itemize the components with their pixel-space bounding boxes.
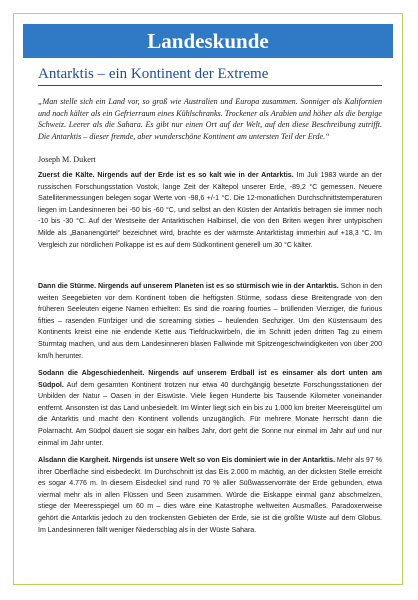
paragraph-lead: Dann die Stürme. Nirgends auf unserem Planeten ist es so stürmisch wie in der Antarktis.: [38, 283, 339, 290]
paragraph-lead: Alsdann die Kargheit. Nirgends ist unsere Welt so von Eis dominiert wie in der Antarktis.: [38, 457, 335, 464]
paragraph-lead: Zuerst die Kälte. Nirgends auf der Erde ist es so kalt wie in der Antarktis.: [38, 172, 294, 179]
paragraph-barrenness: [38, 455, 382, 536]
article-title: Antarktis – ein Kontinent der Extreme: [38, 66, 382, 86]
paragraph-text: Schon in den weiten Seegebieten vor dem Kontinent toben die heftigsten Stürme, sodass diese Breitengrade von den früheren Seeleuten eigene Namen erhielten: Es sind die roaring fourties – brüllenden Vierziger, die furious fifties – rasenden Fünfziger und die screaming sixties – heulenden Sechziger. Um den Küstensaum des Kontinents kreist eine nie endende Kette aus Tiefdruckwirbeln, die im Schnitt jeden dritten Tag zu einem Sturmtag machen, und aus dem Landesinneren blasen Fallwinde mit Spitzengeschwindigkeiten von über 200 km/h herunter.: [38, 283, 382, 360]
paragraph-lead: Sodann die Abgeschiedenheit. Nirgends auf unserem Erdball ist es einsamer als dort unten am Südpol.: [38, 370, 382, 389]
intro-quote: „Man stelle sich ein Land vor, so groß wie Australien und Europa zusammen. Sonniger als Kalifornien und noch kälter als ein Gefrierraum eines Kühlschranks. Trockener als Arabien und höher als die bergige Schweiz. Leerer als die Sahara. Es gibt nur einen Ort auf der Welt, auf den diese Beschreibung zutrifft. Die Antarktis – dieser fremde, aber wunderschöne Kontinent am untersten Teil der Erde.“: [38, 97, 382, 141]
quote-author: Joseph M. Dukert: [38, 155, 96, 164]
section-header: [23, 24, 393, 58]
paragraph-text: Mehr als 97 % ihrer Oberfläche sind eisbedeckt. Im Durchschnitt ist das Eis 2.000 m mächtig, an der dicksten Stelle erreicht es sogar 4.776 m. In diesem Eisdeckel sind rund 70 % aller Süßwasservorräte der Erde gebunden, etwa viermal mehr als in allen Flüssen und Seen zusammen. Würde die Eiskappe einmal ganz abschmelzen, stiege der Meeresspiegel um 60 m – dies wäre eine Katastrophe weltweiten Ausmaßes. Paradoxerweise gehört die Antarktis jedoch zu den trockensten Gebieten der Erde, sie ist die größte Wüste auf dem Globus. Im Landesinneren fällt weniger Niederschlag als in der Wüste Sahara.: [38, 457, 383, 534]
paragraph-text: Auf dem gesamten Kontinent trotzen nur etwa 40 durchgängig besetzte Forschungsstationen der Unbilden der Natur – Oasen in der Eiswüste. Viele liegen Hunderte bis Tausende Kilometer voneinander entfernt. Ansonsten ist das Land unbesiedelt. Im Winter liegt sich ein bis zu 1.000 km breiter Meereisgürtel um die Antarktis und macht den Kontinent vollends unzugänglich. Für mehrere Monate herrscht dann die Polarnacht. Am Südpol dauert sie sogar ein halbes Jahr, dort geht die Sonne nur einmal im Jahr auf und nur einmal im Jahr unter.: [38, 381, 382, 447]
paragraph-isolation: [38, 368, 382, 449]
paragraph-cold: [38, 170, 382, 251]
paragraph-text: Im Juli 1983 wurde an der russischen Forschungsstation Vostok, lange Zeit der Kältepol unserer Erde, -89,2 °C gemessen. Neuere Satellitenmessungen belegen sogar Werte von -98,6 +/-1 °C. Die 12-monatlichen Durchschnittstemperaturen liegen im Landesinneren bei -50 bis -60 °C, und selbst an den Küsten der Antarktis betragen sie immer noch -10 bis -30 °C. Auf der Westseite der Antarktischen Halbinsel, die von den Briten wegen ihrer untypischen Milde als „Bananengürtel“ bezeichnet wird, brachte es der wärmste Antarktistag immerhin auf +18,3 °C. Im Vergleich zur nördlichen Polkappe ist es auf dem Südkontinent generell um 30 °C kälter.: [38, 172, 382, 249]
paragraph-storms: [38, 281, 382, 362]
section-title: Landeskunde: [147, 29, 269, 53]
